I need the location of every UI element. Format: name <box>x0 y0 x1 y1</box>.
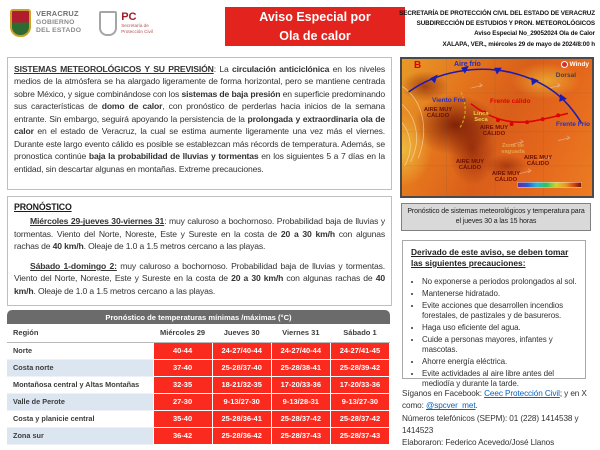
precaution-item: • Ahorre energía eléctrica. <box>422 357 577 367</box>
forecast-section <box>7 196 392 306</box>
temperature-cell: 24-27/40-44 <box>271 342 330 359</box>
social-media-line: Síganos en Facebook: Ceec Protección Civil; y en X como: @spcver_met. <box>402 389 587 411</box>
veracruz-government-logo <box>10 9 81 37</box>
precaution-item: • No exponerse a periodos prolongados al sol. <box>422 277 577 287</box>
proteccion-civil-logo <box>99 11 153 36</box>
table-row <box>7 376 390 393</box>
precaution-item: • Cuide a personas mayores, infantes y mascotas. <box>422 335 577 356</box>
temperature-cell: 25-28/37-40 <box>212 359 271 376</box>
temperature-cell: 27-30 <box>153 393 212 410</box>
contact-footer <box>402 388 594 449</box>
forecast-paragraph-sat-sun: Sábado 1-domingo 2: muy caluroso a bochornoso. Probabilidad baja de lluvias y tormentas. Viento del Norte, Noreste, Este y Sureste en la costa de 20 a 30 km/h con algunas rachas de 40 km/h. Oleaje de 1.0 a 1.5 metros cercano a las playas. <box>14 261 385 296</box>
very-warm-air-label: AIRE MUY CÁLIDO <box>423 107 453 120</box>
logo-group <box>10 9 153 37</box>
low-pressure-symbol: B <box>414 60 422 71</box>
column-header: Jueves 30 <box>212 324 271 342</box>
very-warm-air-label: AIRE MUY CÁLIDO <box>491 171 521 184</box>
veracruz-logo-text <box>36 10 81 35</box>
temperature-cell: 35-40 <box>153 410 212 427</box>
precautions-box <box>402 240 586 389</box>
weather-map <box>400 57 594 198</box>
windy-logo-text: Windy <box>569 61 589 68</box>
temperature-cell: 17-20/33-36 <box>330 376 389 393</box>
proteccion-civil-shield-icon <box>99 11 117 36</box>
issuer-line: SUBDIRECCIÓN DE ESTUDIOS Y PRON. METEOROLÓGICOS <box>416 20 595 28</box>
temperature-cell: 32-35 <box>153 376 212 393</box>
footer-link[interactable]: @spcver_met <box>425 401 476 411</box>
precautions-list <box>411 277 577 390</box>
temperature-cell: 9-13/27-30 <box>212 393 271 410</box>
weather-systems-paragraph: SISTEMAS METEOROLÓGICOS Y SU PREVISIÓN: La circulación anticiclónica en los niveles medios de la atmósfera se ha alargado ligeramente de forma horizontal, pero se mantiene centrada sobre México, y sigue combinándose con los sistemas de baja presión en superficie predominando sus características de domo de calor, con pronóstico de perderlas hacia inicios de la semana entrante. Sin embargo, seguirá apoyando la persistencia de la prolongada y extraordinaria ola de calor en el estado de Veracruz, la cual se estima aumente ligeramente una vez más el viernes. Durante este largo evento cálido es posible se establezcan más récords de temperatura. Además, se pronostica continúe baja la probabilidad de lluvias y tormentas en los siguientes 5 a 7 días en la entidad, sin descartar algunas en montañas. Extreme precauciones. <box>7 57 392 190</box>
temperature-cell: 25-28/39-42 <box>330 359 389 376</box>
very-warm-air-label: AIRE MUY CÁLIDO <box>455 159 485 172</box>
column-header: Miércoles 29 <box>153 324 212 342</box>
ridge-label: Dorsal <box>555 72 576 79</box>
temperature-cell: 25-28/37-43 <box>330 427 389 444</box>
table-header-row <box>7 324 390 342</box>
issuer-line: Aviso Especial No_29052024 Ola de Calor <box>474 30 595 38</box>
windy-logo-icon <box>561 61 568 68</box>
temperature-cell: 25-28/36-41 <box>212 410 271 427</box>
footer-link[interactable]: Ceec Protección Civil <box>484 389 560 398</box>
issuer-line: SECRETARÍA DE PROTECCIÓN CIVIL DEL ESTADO DE VERACRUZ <box>399 10 595 17</box>
temperature-legend-bar <box>517 182 581 187</box>
temperature-cell: 25-28/36-42 <box>212 427 271 444</box>
temperature-cell: 18-21/32-35 <box>212 376 271 393</box>
isobar-lines <box>402 84 424 166</box>
page-header <box>8 5 595 51</box>
column-header: Sábado 1 <box>330 324 389 342</box>
veracruz-shield-icon <box>10 9 31 37</box>
precaution-item: • Evite actividades al aire libre antes del mediodía y durante la tarde. <box>422 369 577 390</box>
authors-line: Elaboraron: Federico Acevedo/José Llanos <box>402 438 555 448</box>
column-header: Viernes 31 <box>271 324 330 342</box>
temperature-cell: 36-42 <box>153 427 212 444</box>
region-cell: Valle de Perote <box>7 393 153 410</box>
temperature-table-section <box>7 310 390 445</box>
column-header: Región <box>7 324 153 342</box>
precautions-title: Derivado de este aviso, se deben tomar las siguientes precauciones: <box>411 247 569 268</box>
veracruz-logo-line: VERACRUZ <box>36 9 79 19</box>
table-row <box>7 427 390 444</box>
cold-front-label: Frente Frío <box>556 121 590 128</box>
region-cell: Montañosa central y Altas Montañas <box>7 376 153 393</box>
region-cell: Costa y planicie central <box>7 410 153 427</box>
advisory-title-banner <box>225 7 405 46</box>
precaution-item: • Evite acciones que desarrollen incendios forestales, de pastizales y de basureros. <box>422 301 577 322</box>
region-cell: Costa norte <box>7 359 153 376</box>
temperature-cell: 25-28/37-42 <box>330 410 389 427</box>
issuer-info <box>393 9 595 50</box>
temperature-cell: 9-13/27-30 <box>330 393 389 410</box>
temperature-cell: 40-44 <box>153 342 212 359</box>
veracruz-logo-line: DEL ESTADO <box>36 27 82 35</box>
cold-wind-label: Viento Frío <box>432 97 466 104</box>
region-cell: Zona sur <box>7 427 153 444</box>
temperature-cell: 37-40 <box>153 359 212 376</box>
windy-logo <box>561 61 589 68</box>
pc-logo-caption: Secretaría de <box>121 22 149 28</box>
very-warm-air-label: AIRE MUY CÁLIDO <box>479 125 509 138</box>
pc-logo-acronym: PC <box>121 10 137 23</box>
trough-label: Zona de vaguada <box>501 143 525 156</box>
table-row <box>7 393 390 410</box>
table-row <box>7 342 390 359</box>
table-row <box>7 410 390 427</box>
temperature-cell: 25-28/37-43 <box>271 427 330 444</box>
phone-numbers-line: Números telefónicos (SEPM): 01 (228) 1414538 y 1414523 <box>402 413 579 435</box>
forecast-paragraph-wed-fri: Miércoles 29-jueves 30-viernes 31: muy caluroso a bochornoso. Probabilidad baja de lluvias y tormentas. Viento del Norte, Noreste, Este y Sureste en la costa de 20 a 30 km/h con algunas rachas de 40 km/h. Oleaje de 1.0 a 1.5 metros cercano a las playas. <box>14 216 385 251</box>
temperature-cell: 24-27/40-44 <box>212 342 271 359</box>
temperature-cell: 24-27/41-45 <box>330 342 389 359</box>
warm-front-label: Frente cálido <box>490 98 531 105</box>
pc-logo-caption: Protección Civil <box>121 28 153 34</box>
forecast-heading: PRONÓSTICO <box>14 202 72 212</box>
veracruz-logo-line: GOBIERNO <box>36 19 75 27</box>
temperature-cell: 25-28/38-41 <box>271 359 330 376</box>
precaution-item: • Mantenerse hidratado. <box>422 289 577 299</box>
issuer-line: XALAPA, VER., miércoles 29 de mayo de 2024/8:00 h <box>442 40 595 48</box>
region-cell: Norte <box>7 342 153 359</box>
precaution-item: • Haga uso eficiente del agua. <box>422 323 577 333</box>
advisory-title-line1: Aviso Especial por <box>259 9 371 24</box>
table-title-bar: Pronóstico de temperaturas mínimas /máximas (°C) <box>7 310 390 324</box>
map-caption: Pronóstico de sistemas meteorológicos y temperatura para el jueves 30 a las 15 horas <box>401 203 591 231</box>
advisory-title-line2: Ola de calor <box>279 28 351 43</box>
table-row <box>7 359 390 376</box>
temperature-cell: 9-13/28-31 <box>271 393 330 410</box>
cold-air-label: Aire frío <box>454 61 481 68</box>
dry-line-label: Línea Seca <box>473 111 489 124</box>
temperature-table <box>7 324 390 445</box>
temperature-cell: 17-20/33-36 <box>271 376 330 393</box>
temperature-cell: 25-28/37-42 <box>271 410 330 427</box>
very-warm-air-label: AIRE MUY CÁLIDO <box>523 155 553 168</box>
proteccion-civil-logo-text <box>121 12 153 34</box>
